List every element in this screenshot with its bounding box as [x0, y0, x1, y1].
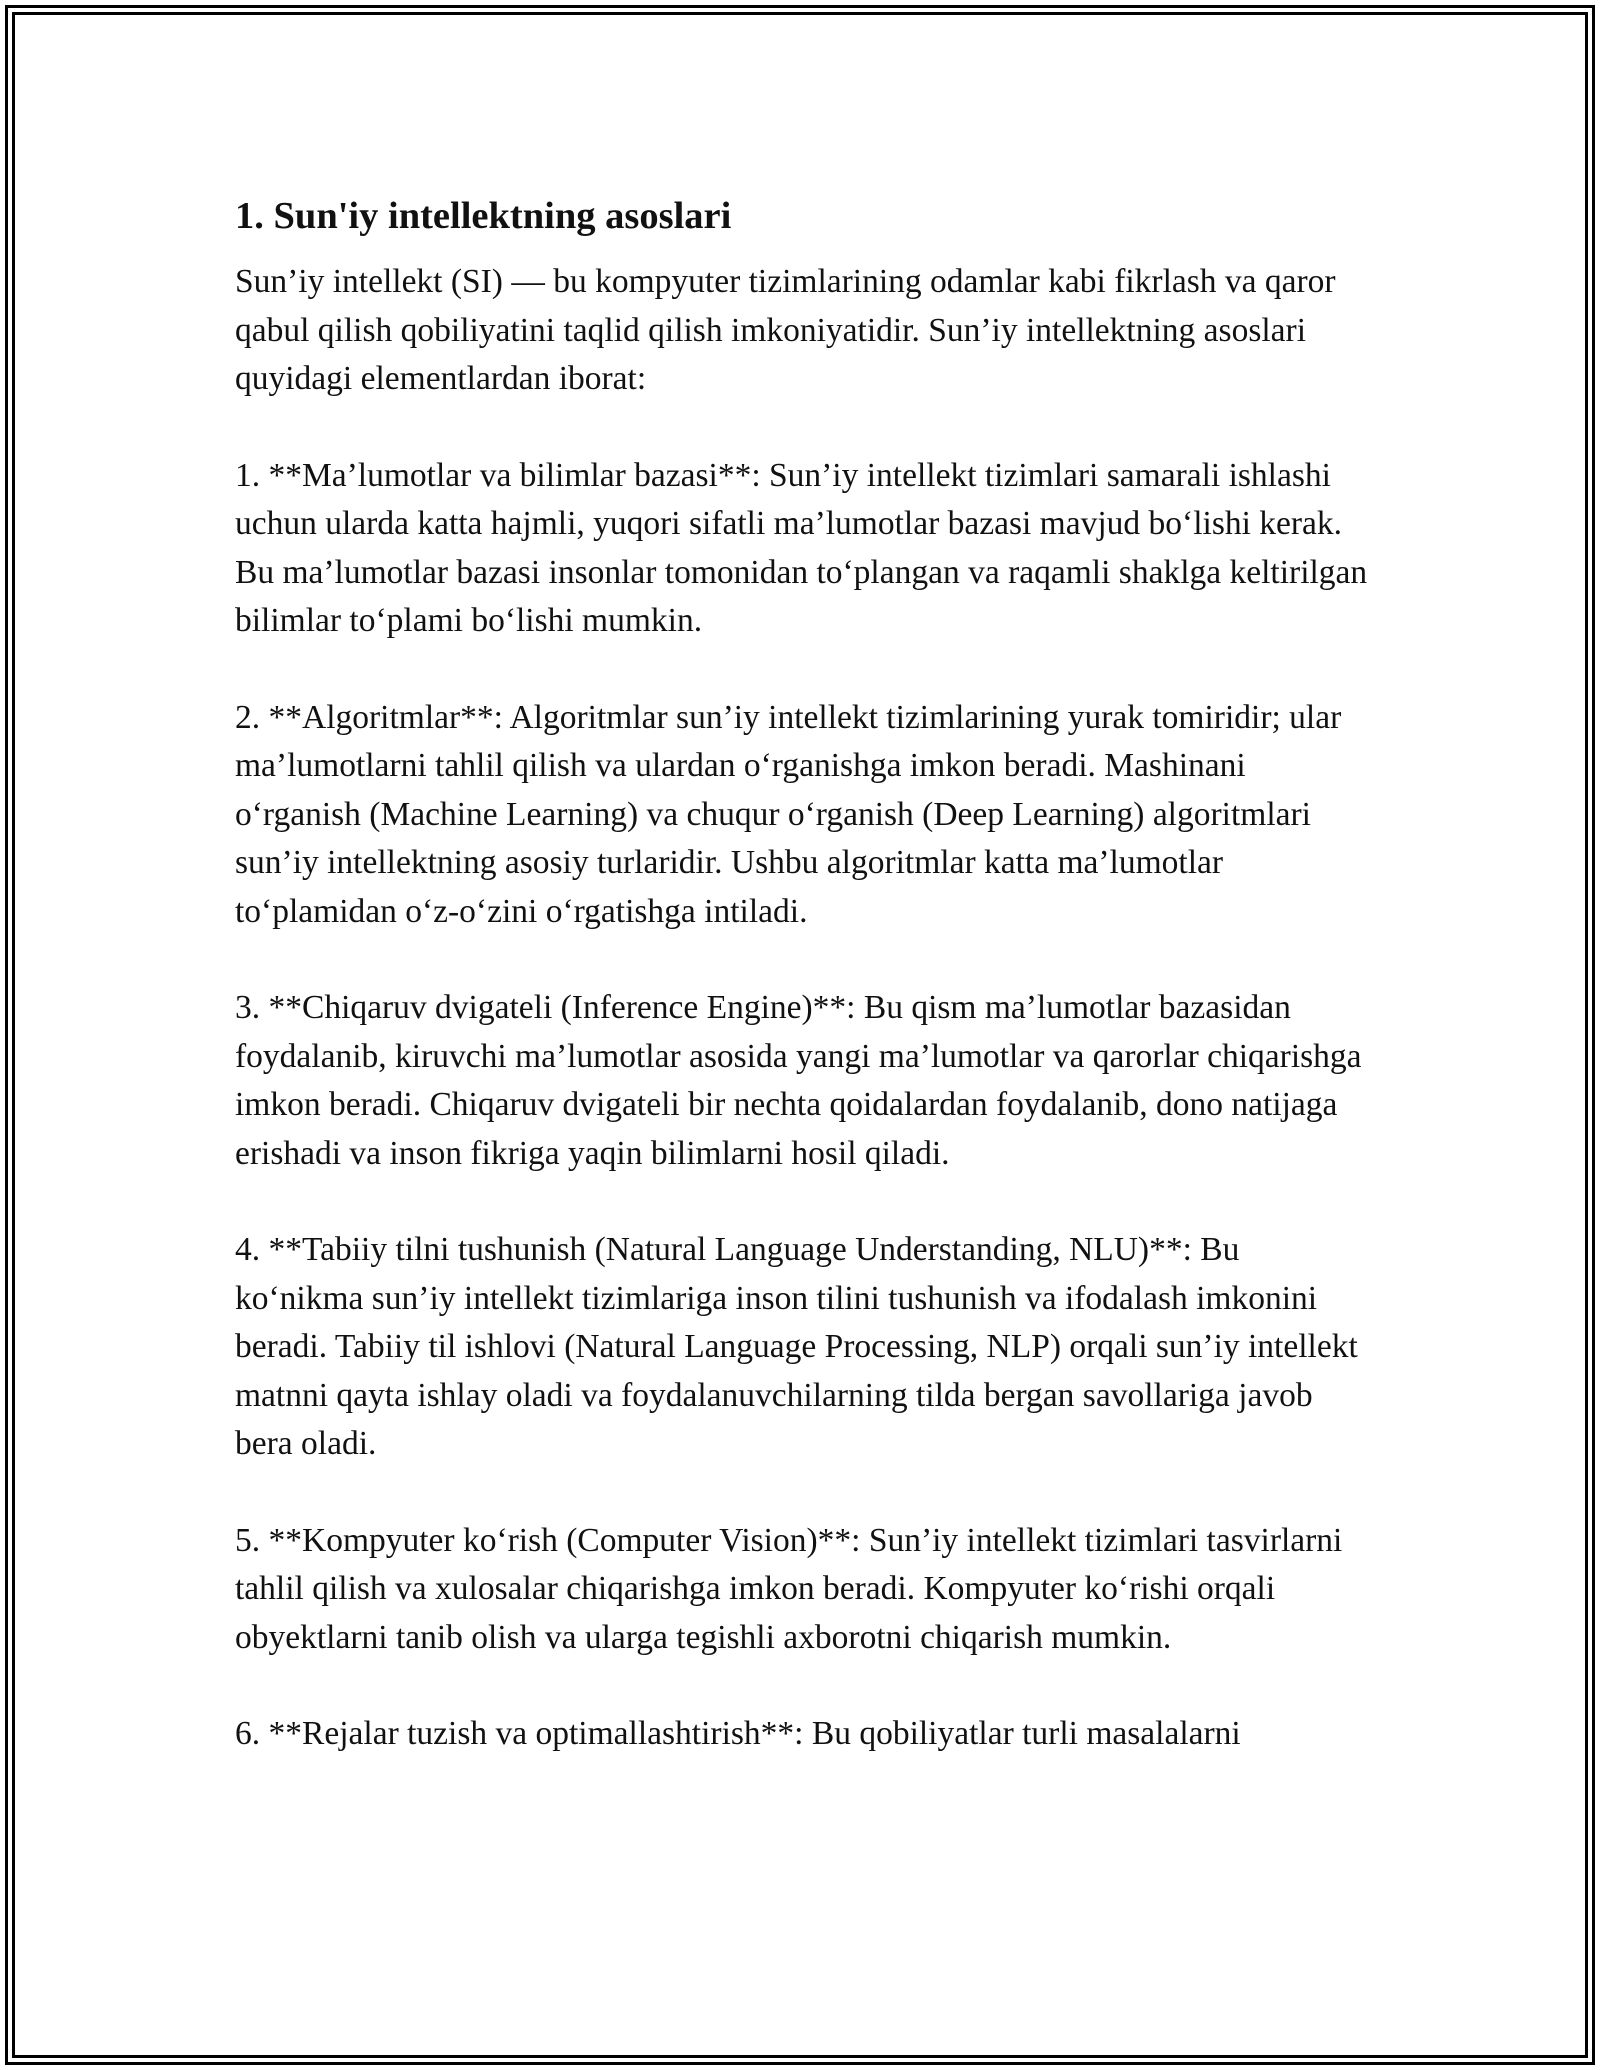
- section-heading: 1. Sun'iy intellektning asoslari: [235, 195, 732, 237]
- list-item-inference-engine: 3. **Chiqaruv dvigateli (Inference Engine)**: Bu qism ma’lumotlar bazasidan foydalanib, kiruvchi ma’lumotlar asosida yangi ma’lumotlar va qarorlar chiqarishga imkon beradi. Chiqaruv dvigateli bir nechta qoidalardan foydalanib, dono natijaga erishadi va inson fikriga yaqin bilimlarni hosil qiladi.: [235, 989, 1362, 1172]
- list-item-algorithms: 2. **Algoritmlar**: Algoritmlar sun’iy intellekt tizimlarining yurak tomiridir; ular ma’lumotlarni tahlil qilish va ulardan o‘rganishga imkon beradi. Mashinani o‘rganish (Machine Learning) va chuqur o‘rganish (Deep Learning) algoritmlari sun’iy intellektning asosiy turlaridir. Ushbu algoritmlar katta ma’lumotlar to‘plamidan o‘z-o‘zini o‘rgatishga intiladi.: [235, 698, 1342, 930]
- list-item-nlu: 4. **Tabiiy tilni tushunish (Natural Language Understanding, NLU)**: Bu ko‘nikma sun’iy intellekt tizimlariga inson tilini tushunish va ifodalash imkonini beradi. Tabiiy til ishlovi (Natural Language Processing, NLP) orqali sun’iy intellekt matnni qayta ishlay oladi va foydalanuvchilarning tilda bergan savollariga javob bera oladi.: [235, 1231, 1358, 1462]
- list-item-planning: 6. **Rejalar tuzish va optimallashtirish**: Bu qobiliyatlar turli masalalarni: [235, 1715, 1241, 1752]
- list-item-knowledge-base: 1. **Ma’lumotlar va bilimlar bazasi**: Sun’iy intellekt tizimlari samarali ishlashi uchun ularda katta hajmli, yuqori sifatli ma’lumotlar bazasi mavjud bo‘lishi kerak. Bu ma’lumotlar bazasi insonlar tomonidan to‘plangan va raqamli shaklga keltirilgan bilimlar to‘plami bo‘lishi mumkin.: [235, 456, 1368, 639]
- intro-paragraph: Sun’iy intellekt (SI) — bu kompyuter tizimlarining odamlar kabi fikrlash va qaror qabul qilish qobiliyatini taqlid qilish imkoniyatidir. Sun’iy intellektning asoslari quyidagi elementlardan iborat:: [235, 263, 1336, 397]
- list-item-computer-vision: 5. **Kompyuter ko‘rish (Computer Vision)**: Sun’iy intellekt tizimlari tasvirlarni tahlil qilish va xulosalar chiqarishga imkon beradi. Kompyuter ko‘rishi orqali obyektlarni tanib olish va ularga tegishli axborotni chiqarish mumkin.: [235, 1521, 1343, 1656]
- document-body: [235, 188, 1375, 1807]
